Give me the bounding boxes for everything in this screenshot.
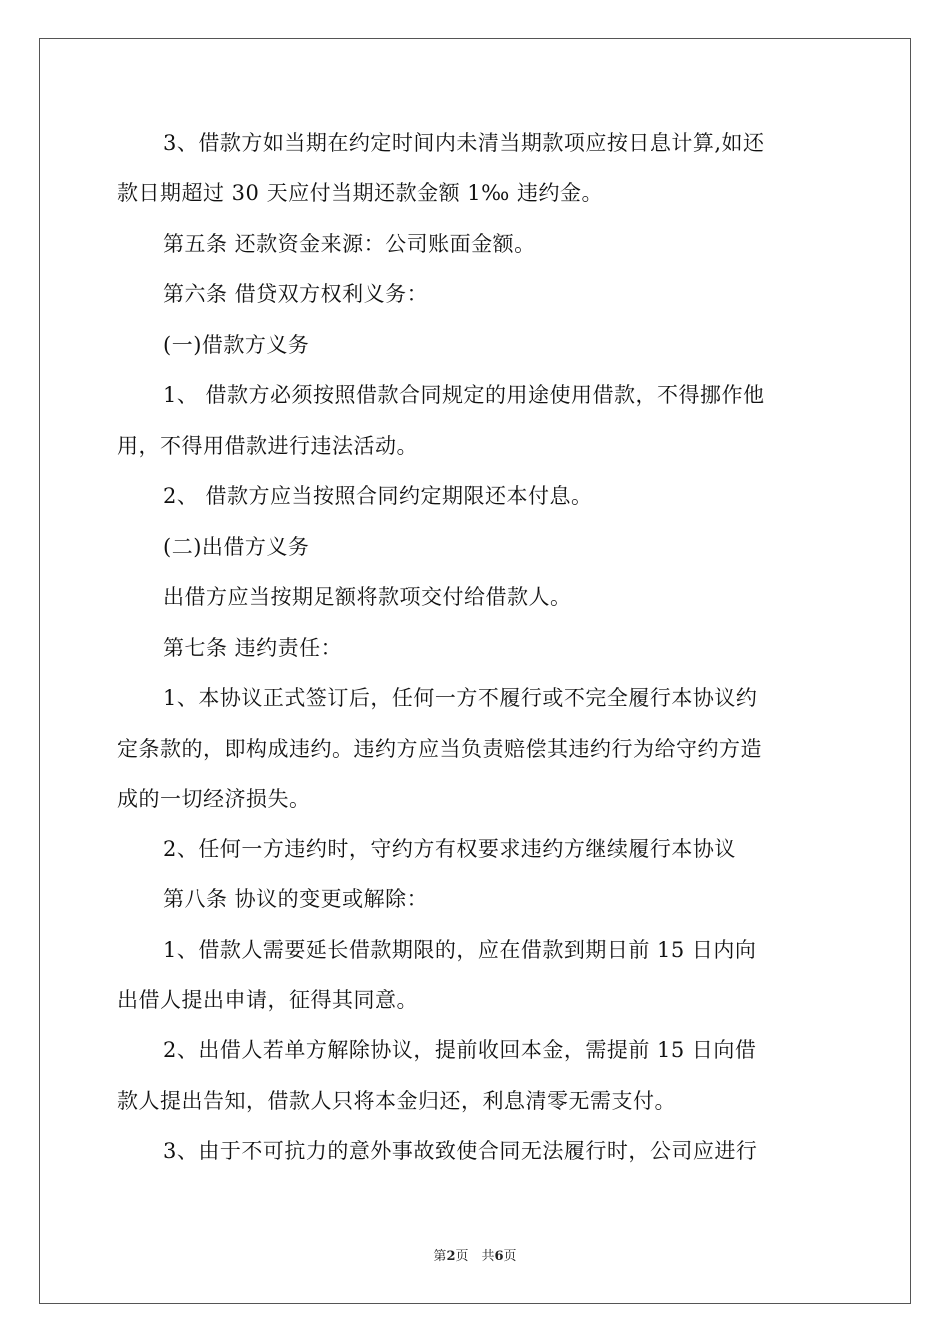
text-line: 2、出借人若单方解除协议，提前收回本金，需提前 15 日向借	[163, 1038, 757, 1062]
text-line: 定条款的，即构成违约。违约方应当负责赔偿其违约行为给守约方造	[117, 737, 762, 761]
text-line: 3、由于不可抗力的意外事故致使合同无法履行时，公司应进行	[163, 1139, 758, 1163]
text-line: 出借方应当按期足额将款项交付给借款人。	[163, 585, 572, 609]
text-line: 2、任何一方违约时，守约方有权要求违约方继续履行本协议	[163, 837, 736, 861]
text-line: 3、借款方如当期在约定时间内未清当期款项应按日息计算,如还	[163, 131, 765, 155]
page-footer	[0, 1245, 950, 1264]
text-line: 款日期超过 30 天应付当期还款金额 1‰ 违约金。	[117, 181, 603, 205]
text-line: 1、 借款方必须按照借款合同规定的用途使用借款，不得挪作他	[163, 383, 765, 407]
text-line: 成的一切经济损失。	[117, 787, 311, 811]
page-label-prefix: 第	[433, 1249, 447, 1264]
page-label-mid: 页 共	[455, 1249, 495, 1264]
text-line: 第七条 违约责任：	[163, 636, 343, 660]
text-line: 用，不得用借款进行违法活动。	[117, 434, 418, 458]
text-line: (二)出借方义务	[163, 535, 310, 559]
text-line: 1、本协议正式签订后，任何一方不履行或不完全履行本协议约	[163, 686, 758, 710]
text-line: 款人提出告知，借款人只将本金归还，利息清零无需支付。	[117, 1089, 676, 1113]
total-page-number: 6	[494, 1249, 504, 1264]
text-line: (一)借款方义务	[163, 333, 310, 357]
text-line: 第五条 还款资金来源：公司账面金额。	[163, 232, 536, 256]
page-label-suffix: 页	[503, 1249, 517, 1264]
text-line: 1、借款人需要延长借款期限的，应在借款到期日前 15 日内向	[163, 938, 757, 962]
text-line: 出借人提出申请，征得其同意。	[117, 988, 418, 1012]
text-line: 第八条 协议的变更或解除：	[163, 887, 429, 911]
text-line: 第六条 借贷双方权利义务：	[163, 282, 429, 306]
text-line: 2、 借款方应当按照合同约定期限还本付息。	[163, 484, 593, 508]
current-page-number: 2	[446, 1249, 456, 1264]
